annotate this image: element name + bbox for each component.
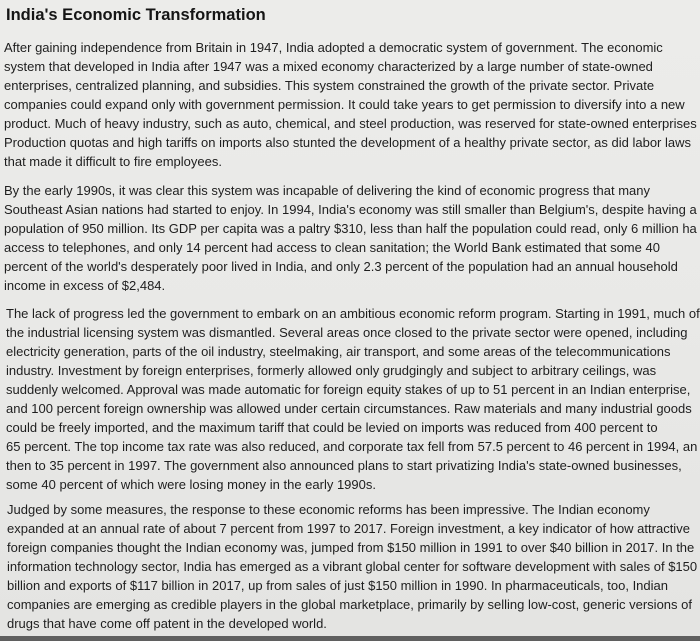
- paragraph-line: income in excess of $2,484.: [4, 278, 166, 293]
- paragraph-line: information technology sector, India has emerged as a vibrant global center for software development with sales of $150: [7, 559, 698, 574]
- paragraph-line: drugs that have come off patent in the developed world.: [7, 616, 327, 631]
- paragraph-line: and 100 percent foreign ownership was allowed under certain circumstances. Raw materials and many industrial goods: [6, 401, 692, 416]
- paragraph-line: companies are emerging as credible players in the global marketplace, primarily by selling low-cost, generic versions of: [7, 597, 692, 612]
- page-bottom-edge: [0, 636, 700, 641]
- paragraph-line: foreign companies thought the Indian economy was, jumped from $150 million in 1991 to over $40 billion in 2017. In the: [7, 540, 695, 555]
- paragraph-line: product. Much of heavy industry, such as auto, chemical, and steel production, was reserved for state-owned enterprises: [4, 116, 697, 131]
- paragraph-line: Southeast Asian nations had started to enjoy. In 1994, India's economy was still smaller than Belgium's, despite having a: [4, 202, 697, 217]
- paragraph-line: suddenly welcomed. Approval was made automatic for foreign equity stakes of up to 51 percent in an Indian enterprise,: [6, 382, 691, 397]
- paragraph-line: enterprises, centralized planning, and subsidies. This system constrained the growth of the private sector. Private: [4, 78, 655, 93]
- paragraph-line: system that developed in India after 1947 was a mixed economy characterized by a large number of state-owned: [4, 59, 653, 74]
- paragraph-line: the industrial licensing system was dismantled. Several areas once closed to the private sector were opened, including: [6, 325, 688, 340]
- paragraph-line: By the early 1990s, it was clear this system was incapable of delivering the kind of economic progress that many: [4, 183, 650, 198]
- paragraph-reform-results: [7, 500, 697, 633]
- paragraph-line: After gaining independence from Britain in 1947, India adopted a democratic system of government. The economic: [4, 40, 663, 55]
- paragraph-line: Production quotas and high tariffs on imports also stunted the development of a healthy private sector, as did labor laws: [4, 135, 692, 150]
- paragraph-line: access to telephones, and only 14 percent had access to clean sanitation; the World Bank estimated that some 40: [4, 240, 660, 255]
- paragraph-line: population of 950 million. Its GDP per capita was a paltry $310, less than half the population could read, only 6 million ha: [4, 221, 697, 236]
- paragraph-independence-mixed-economy: [4, 38, 697, 171]
- paragraph-line: The lack of progress led the government to embark on an ambitious economic reform program. Starting in 1991, much of: [6, 306, 700, 321]
- paragraph-line: electricity generation, parts of the oil industry, steelmaking, air transport, and some areas of the telecommunications: [6, 344, 671, 359]
- article-title: India's Economic Transformation: [6, 6, 266, 24]
- paragraph-line: 65 percent. The top income tax rate was also reduced, and corporate tax fell from 57.5 percent to 46 percent in 1994, an: [6, 439, 698, 454]
- paragraph-line: percent of the world's desperately poor lived in India, and only 2.3 percent of the population had an annual household: [4, 259, 678, 274]
- paragraph-line: companies could expand only with government permission. It could take years to get permission to diversify into a new: [4, 97, 685, 112]
- paragraph-line: could be freely imported, and the maximum tariff that could be levied on imports was reduced from 400 percent to: [6, 420, 658, 435]
- paragraph-line: billion and exports of $117 billion in 2017, up from sales of just $150 million in 1990. In pharmaceuticals, too, Indian: [7, 578, 668, 593]
- paragraph-reform-program: [6, 304, 700, 494]
- paragraph-line: some 40 percent of which were losing money in the early 1990s.: [6, 477, 376, 492]
- paragraph-early-1990s: [4, 181, 697, 295]
- paragraph-line: that made it difficult to fire employees.: [4, 154, 222, 169]
- paragraph-line: industry. Investment by foreign enterprises, formerly allowed only grudgingly and subject to arbitrary ceilings, was: [6, 363, 657, 378]
- paragraph-line: expanded at an annual rate of about 7 percent from 1997 to 2017. Foreign investment, a key indicator of how attractive: [7, 521, 690, 536]
- paragraph-line: Judged by some measures, the response to these economic reforms has been impressive. The Indian economy: [7, 502, 650, 517]
- paragraph-line: then to 35 percent in 1997. The government also announced plans to start privatizing India's state-owned businesses,: [6, 458, 682, 473]
